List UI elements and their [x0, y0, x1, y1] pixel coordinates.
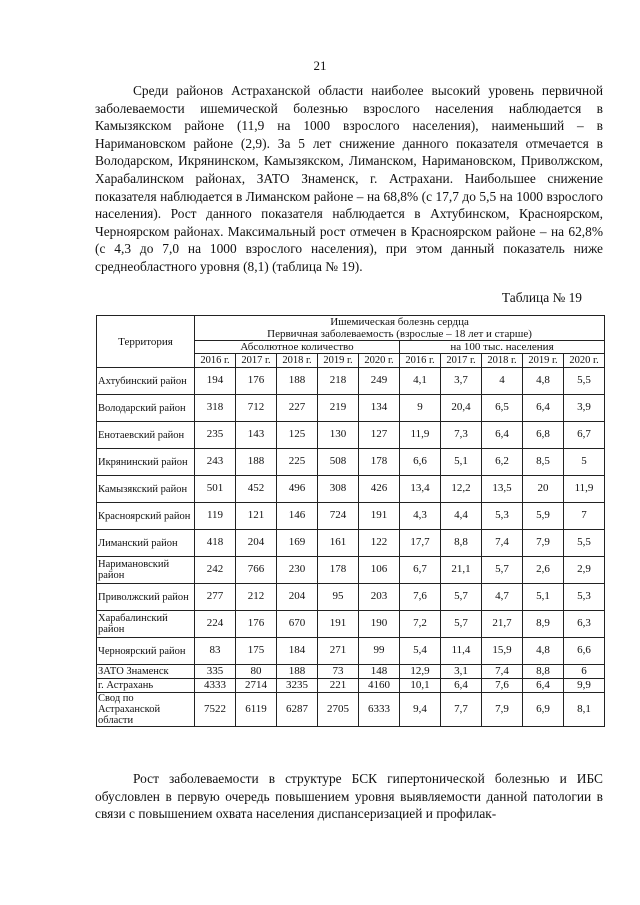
value-cell: 6,3 — [564, 611, 605, 638]
value-cell: 188 — [236, 449, 277, 476]
body-paragraph-2: Рост заболеваемости в структуре БСК гипертонической болезнью и ИБС обусловлен в первую очередь повышением уровня выявляемости данной патологии в связи с повышением охвата населения диспансеризацией и профилак- — [95, 771, 603, 822]
value-cell: 3,9 — [564, 395, 605, 422]
territory-cell: Камызякский район — [97, 476, 195, 503]
territory-cell: Приволжский район — [97, 584, 195, 611]
value-cell: 5,1 — [523, 584, 564, 611]
value-cell: 242 — [195, 557, 236, 584]
territory-cell: Ахтубинский район — [97, 368, 195, 395]
table-row — [97, 368, 605, 395]
table-row — [97, 530, 605, 557]
value-cell: 203 — [359, 584, 400, 611]
value-cell: 6,6 — [400, 449, 441, 476]
table-row — [97, 476, 605, 503]
value-cell: 176 — [236, 368, 277, 395]
value-cell: 2714 — [236, 679, 277, 693]
value-cell: 6119 — [236, 693, 277, 727]
value-cell: 3,1 — [441, 665, 482, 679]
table-row — [97, 557, 605, 584]
value-cell: 20,4 — [441, 395, 482, 422]
value-cell: 6,2 — [482, 449, 523, 476]
territory-cell: Енотаевский район — [97, 422, 195, 449]
value-cell: 169 — [277, 530, 318, 557]
value-cell: 277 — [195, 584, 236, 611]
value-cell: 11,9 — [564, 476, 605, 503]
value-cell: 4,4 — [441, 503, 482, 530]
value-cell: 204 — [277, 584, 318, 611]
value-cell: 143 — [236, 422, 277, 449]
value-cell: 4,1 — [400, 368, 441, 395]
value-cell: 225 — [277, 449, 318, 476]
value-cell: 188 — [277, 368, 318, 395]
table-row — [97, 422, 605, 449]
value-cell: 7,3 — [441, 422, 482, 449]
value-cell: 8,9 — [523, 611, 564, 638]
year-header: 2020 г. — [359, 354, 400, 368]
value-cell: 5,7 — [482, 557, 523, 584]
value-cell: 6 — [564, 665, 605, 679]
value-cell: 21,7 — [482, 611, 523, 638]
year-header: 2017 г. — [441, 354, 482, 368]
value-cell: 184 — [277, 638, 318, 665]
value-cell: 20 — [523, 476, 564, 503]
value-cell: 218 — [318, 368, 359, 395]
value-cell: 7,2 — [400, 611, 441, 638]
header-main-line2: Первичная заболеваемость (взрослые – 18 лет и старше) — [267, 328, 532, 340]
territory-cell: Володарский район — [97, 395, 195, 422]
territory-cell: Свод по Астраханской области — [97, 693, 195, 727]
value-cell: 188 — [277, 665, 318, 679]
territory-cell: Наримановский район — [97, 557, 195, 584]
value-cell: 7,7 — [441, 693, 482, 727]
year-header: 2019 г. — [318, 354, 359, 368]
value-cell: 4,7 — [482, 584, 523, 611]
value-cell: 6287 — [277, 693, 318, 727]
value-cell: 5 — [564, 449, 605, 476]
value-cell: 8,1 — [564, 693, 605, 727]
value-cell: 127 — [359, 422, 400, 449]
year-header: 2017 г. — [236, 354, 277, 368]
value-cell: 6,4 — [441, 679, 482, 693]
value-cell: 6333 — [359, 693, 400, 727]
year-header: 2016 г. — [195, 354, 236, 368]
value-cell: 7,4 — [482, 530, 523, 557]
value-cell: 12,2 — [441, 476, 482, 503]
value-cell: 6,7 — [564, 422, 605, 449]
value-cell: 99 — [359, 638, 400, 665]
value-cell: 178 — [318, 557, 359, 584]
value-cell: 194 — [195, 368, 236, 395]
value-cell: 95 — [318, 584, 359, 611]
value-cell: 7,6 — [400, 584, 441, 611]
value-cell: 508 — [318, 449, 359, 476]
value-cell: 13,4 — [400, 476, 441, 503]
value-cell: 6,4 — [482, 422, 523, 449]
header-main — [195, 316, 605, 341]
table-row — [97, 503, 605, 530]
year-header: 2018 г. — [482, 354, 523, 368]
value-cell: 670 — [277, 611, 318, 638]
territory-cell: г. Астрахань — [97, 679, 195, 693]
value-cell: 6,4 — [523, 395, 564, 422]
value-cell: 130 — [318, 422, 359, 449]
value-cell: 7,6 — [482, 679, 523, 693]
table-row — [97, 584, 605, 611]
value-cell: 7 — [564, 503, 605, 530]
header-main-line1: Ишемическая болезнь сердца — [330, 316, 469, 328]
value-cell: 235 — [195, 422, 236, 449]
value-cell: 318 — [195, 395, 236, 422]
territory-cell: Харабалинский район — [97, 611, 195, 638]
value-cell: 204 — [236, 530, 277, 557]
value-cell: 8,8 — [441, 530, 482, 557]
body-paragraph-1: Среди районов Астраханской области наиболее высокий уровень первичной заболеваемости ишемической болезнью взрослого населения наблюдается в Камызякском районе (11,9 на 1000 взрослого населения), наименьший – в Наримановском районе (2,9). За 5 лет снижение данного показателя отмечается в Володарском, Икрянинском, Камызякском, Лиманском, Наримановском, Приволжском, Харабалинском районах, ЗАТО Знаменск, г. Астрахани. Наибольшее снижение показателя наблюдается в Лиманском районе – на 68,8% (с 17,7 до 5,5 на 1000 взрослого населения). Рост данного показателя наблюдается в Ахтубинском, Красноярском, Черноярском районах. Максимальный рост отмечен в Красноярском районе – на 62,8% (с 4,3 до 7,0 на 1000 взрослого населения), при этом данный показатель ниже среднеобластного уровня (8,1) (таблица № 19). — [95, 83, 603, 274]
territory-cell: Лиманский район — [97, 530, 195, 557]
value-cell: 221 — [318, 679, 359, 693]
value-cell: 5,3 — [482, 503, 523, 530]
value-cell: 452 — [236, 476, 277, 503]
value-cell: 5,5 — [564, 530, 605, 557]
value-cell: 5,7 — [441, 611, 482, 638]
territory-cell: Черноярский район — [97, 638, 195, 665]
value-cell: 146 — [277, 503, 318, 530]
value-cell: 7522 — [195, 693, 236, 727]
value-cell: 3235 — [277, 679, 318, 693]
value-cell: 496 — [277, 476, 318, 503]
value-cell: 21,1 — [441, 557, 482, 584]
table-row — [97, 395, 605, 422]
value-cell: 11,4 — [441, 638, 482, 665]
value-cell: 5,1 — [441, 449, 482, 476]
value-cell: 249 — [359, 368, 400, 395]
year-header: 2019 г. — [523, 354, 564, 368]
value-cell: 5,9 — [523, 503, 564, 530]
value-cell: 9,4 — [400, 693, 441, 727]
value-cell: 224 — [195, 611, 236, 638]
value-cell: 161 — [318, 530, 359, 557]
value-cell: 724 — [318, 503, 359, 530]
value-cell: 426 — [359, 476, 400, 503]
table-caption: Таблица № 19 — [501, 290, 582, 305]
value-cell: 766 — [236, 557, 277, 584]
value-cell: 106 — [359, 557, 400, 584]
value-cell: 119 — [195, 503, 236, 530]
value-cell: 178 — [359, 449, 400, 476]
value-cell: 712 — [236, 395, 277, 422]
value-cell: 243 — [195, 449, 236, 476]
value-cell: 190 — [359, 611, 400, 638]
value-cell: 5,5 — [564, 368, 605, 395]
value-cell: 4333 — [195, 679, 236, 693]
value-cell: 15,9 — [482, 638, 523, 665]
value-cell: 175 — [236, 638, 277, 665]
value-cell: 5,7 — [441, 584, 482, 611]
value-cell: 308 — [318, 476, 359, 503]
table-row — [97, 638, 605, 665]
year-header: 2016 г. — [400, 354, 441, 368]
value-cell: 4,8 — [523, 638, 564, 665]
table-row — [97, 693, 605, 727]
header-absolute: Абсолютное количество — [195, 341, 400, 354]
value-cell: 191 — [318, 611, 359, 638]
value-cell: 6,4 — [523, 679, 564, 693]
data-table — [96, 315, 605, 727]
value-cell: 418 — [195, 530, 236, 557]
value-cell: 227 — [277, 395, 318, 422]
header-per100k: на 100 тыс. населения — [400, 341, 605, 354]
value-cell: 7,9 — [482, 693, 523, 727]
value-cell: 4,3 — [400, 503, 441, 530]
value-cell: 121 — [236, 503, 277, 530]
value-cell: 219 — [318, 395, 359, 422]
value-cell: 80 — [236, 665, 277, 679]
value-cell: 2,9 — [564, 557, 605, 584]
value-cell: 4 — [482, 368, 523, 395]
value-cell: 5,4 — [400, 638, 441, 665]
value-cell: 6,6 — [564, 638, 605, 665]
value-cell: 9,9 — [564, 679, 605, 693]
territory-cell: ЗАТО Знаменск — [97, 665, 195, 679]
table-row — [97, 449, 605, 476]
page-number: 21 — [313, 58, 327, 73]
value-cell: 73 — [318, 665, 359, 679]
value-cell: 335 — [195, 665, 236, 679]
value-cell: 230 — [277, 557, 318, 584]
year-header: 2018 г. — [277, 354, 318, 368]
value-cell: 148 — [359, 665, 400, 679]
value-cell: 122 — [359, 530, 400, 557]
value-cell: 501 — [195, 476, 236, 503]
value-cell: 6,7 — [400, 557, 441, 584]
territory-cell: Икрянинский район — [97, 449, 195, 476]
value-cell: 8,8 — [523, 665, 564, 679]
value-cell: 7,4 — [482, 665, 523, 679]
value-cell: 2705 — [318, 693, 359, 727]
value-cell: 83 — [195, 638, 236, 665]
value-cell: 6,5 — [482, 395, 523, 422]
value-cell: 12,9 — [400, 665, 441, 679]
territory-cell: Красноярский район — [97, 503, 195, 530]
table-row — [97, 679, 605, 693]
value-cell: 5,3 — [564, 584, 605, 611]
table-row — [97, 665, 605, 679]
value-cell: 134 — [359, 395, 400, 422]
value-cell: 271 — [318, 638, 359, 665]
header-territory: Территория — [97, 316, 195, 368]
value-cell: 17,7 — [400, 530, 441, 557]
value-cell: 4160 — [359, 679, 400, 693]
value-cell: 191 — [359, 503, 400, 530]
value-cell: 11,9 — [400, 422, 441, 449]
value-cell: 212 — [236, 584, 277, 611]
year-header: 2020 г. — [564, 354, 605, 368]
table-row — [97, 611, 605, 638]
value-cell: 6,9 — [523, 693, 564, 727]
value-cell: 3,7 — [441, 368, 482, 395]
value-cell: 10,1 — [400, 679, 441, 693]
value-cell: 13,5 — [482, 476, 523, 503]
value-cell: 125 — [277, 422, 318, 449]
value-cell: 8,5 — [523, 449, 564, 476]
value-cell: 4,8 — [523, 368, 564, 395]
value-cell: 2,6 — [523, 557, 564, 584]
value-cell: 9 — [400, 395, 441, 422]
value-cell: 7,9 — [523, 530, 564, 557]
value-cell: 176 — [236, 611, 277, 638]
value-cell: 6,8 — [523, 422, 564, 449]
